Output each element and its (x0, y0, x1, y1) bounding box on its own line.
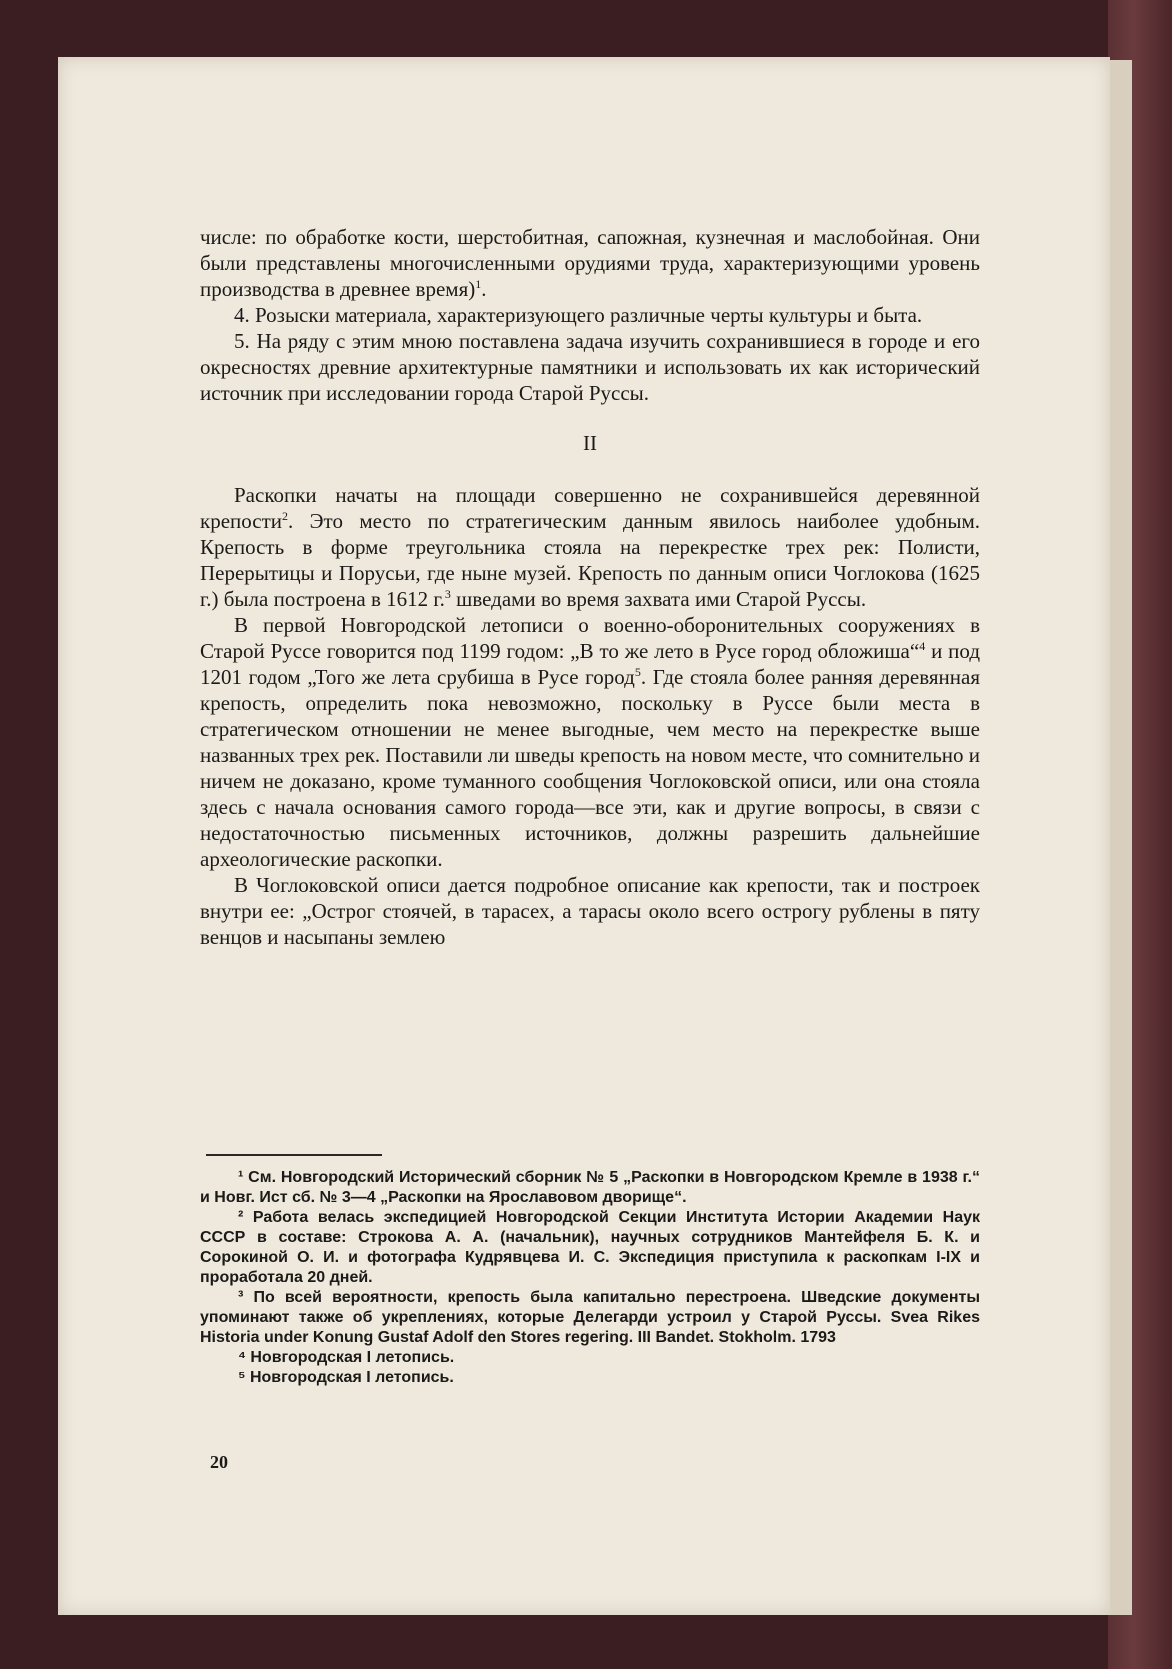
page-number: 20 (210, 1452, 228, 1472)
footnote-1: ¹ См. Новгородский Исторический сборник № 5 „Раскопки в Новгородском Кремле в 1938 г.“ и Новг. Ист сб. № 3—4 „Раскопки на Ярославовом дворище“. (200, 1169, 980, 1206)
footnote-5: ⁵ Новгородская I летопись. (238, 1369, 454, 1386)
footnote-divider (206, 1154, 382, 1156)
main-text (200, 224, 980, 950)
footnote-ref-4[interactable]: 4 (919, 639, 926, 653)
footnote-ref-3[interactable]: 3 (444, 587, 451, 601)
footnote-ref-2[interactable]: 2 (282, 509, 289, 523)
paragraph-5: В первой Новгородской летописи о военно-оборонительных сооружениях в Старой Руссе говорится под 1199 годом: „В то же лето в Русе город обложиша“$^4$ и под 1201 годом „Того же лета срубиша в Русе город$^5$. Где стояла более ранняя деревянная крепость, определить пока невозможно, поскольку в Руссе были места в стратегическом отношении не менее выгодные, чем место на перекрестке выше названных трех рек. Поставили ли шведы крепость на новом месте, что сомнительно и ничем не доказано, кроме туманного сообщения Чоглоковской описи, или она стояла здесь с начала основания самого города—все эти, как и другие вопросы, в связи с недостаточностью письменных источников, должны разрешить дальнейшие археологические раскопки. (200, 613, 981, 871)
footnotes (200, 1168, 980, 1388)
footnote-4: ⁴ Новгородская I летопись. (238, 1349, 455, 1366)
footnote-ref-1[interactable]: 1 (475, 277, 482, 291)
paragraph-3: 5. На ряду с этим мною поставлена задача изучить сохранившиеся в городе и его окресностях древние архитектурные памятники и использовать их как исторический источник при исследовании города Старой Руссы. (200, 329, 980, 405)
paragraph-2: 4. Розыски материала, характеризующего различные черты культуры и быта. (234, 303, 923, 327)
footnote-3: ³ По всей вероятности, крепость была капитально перестроена. Шведские документы упоминают также об укреплениях, которые Делегарди устроил у Старой Руссы. Svea Rikes Historia under Konung Gustaf Adolf den Stores regering. III Bandet. Stokholm. 1793 (200, 1289, 980, 1346)
footnote-2: ² Работа велась экспедицией Новгородской Секции Института Истории Академии Наук СССР в составе: Строкова А. А. (начальник), научных сотрудников Мантейфеля Б. К. и Сорокиной О. И. и фотографа Кудрявцева И. С. Экспедиция приступила к раскопкам I-IX и проработала 20 дней. (200, 1209, 980, 1286)
paragraph-1: числе: по обработке кости, шерстобитная, сапожная, кузнечная и маслобойная. Они были представлены многочисленными орудиями труда, характеризующими уровень производства в древнее время)$^1$. (200, 225, 980, 301)
paragraph-6: В Чоглоковской описи дается подробное описание как крепости, так и построек внутри ее: „Острог стоячей, в тарасех, а тарасы около всего острогу рублены в пяту венцов и насыпаны землею (200, 873, 980, 949)
section-heading: II (583, 431, 597, 455)
next-page-edge (1108, 60, 1132, 1615)
footnote-ref-5[interactable]: 5 (634, 665, 641, 679)
paragraph-4: Раскопки начаты на площади совершенно не сохранившейся деревянной крепости$^2$. Это место по стратегическим данным явилось наиболее удобным. Крепость в форме треугольника стояла на перекрестке трех рек: Полисти, Перерытицы и Порусьи, где ныне музей. Крепость по данным описи Чоглокова (1625 г.) была построена в 1612 г.$^3$ шведами во время захвата ими Старой Руссы. (200, 483, 980, 611)
